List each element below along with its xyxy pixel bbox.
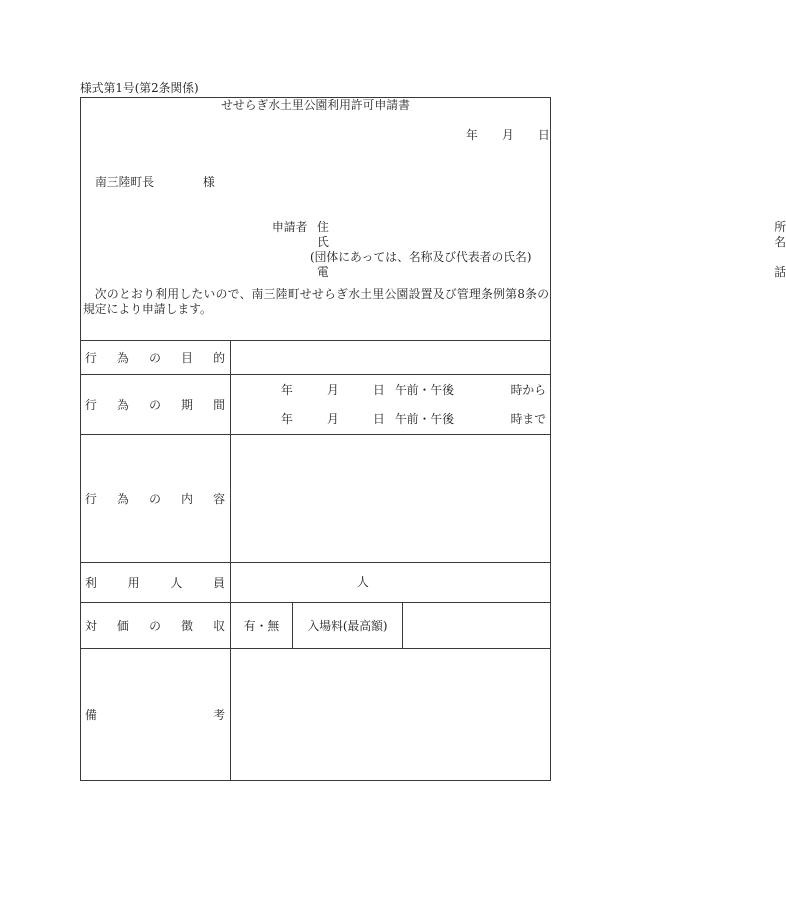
addressee-honorific: 様 <box>203 175 215 189</box>
period-start-day: 日 <box>373 383 385 397</box>
fee-label <box>85 619 225 633</box>
period-end-year: 年 <box>281 412 293 426</box>
period-start-line <box>231 383 550 397</box>
attendees-label-cell <box>81 563 231 602</box>
label-character: 住 <box>317 220 329 234</box>
label-character: 収 <box>213 618 225 633</box>
label-character: 電 <box>317 265 329 279</box>
name-label <box>317 235 786 249</box>
label-character: 容 <box>213 491 225 506</box>
period-start-month: 月 <box>327 383 339 397</box>
table-row-period <box>81 374 550 434</box>
form-number: 様式第1号(第2条関係) <box>80 81 199 95</box>
group-name-note: (団体にあっては、名称及び代表者の氏名) <box>310 250 532 264</box>
period-end-line <box>231 412 550 426</box>
label-character: 名 <box>774 235 786 249</box>
phone-label <box>317 265 786 279</box>
form-frame <box>80 97 786 781</box>
table-row-remarks <box>81 648 550 780</box>
label-character: 所 <box>774 220 786 234</box>
label-character: 行 <box>85 491 97 506</box>
remarks-value-cell <box>231 649 550 780</box>
period-label <box>85 398 225 412</box>
fee-label-cell <box>81 603 231 648</box>
label-character: 為 <box>117 350 129 365</box>
table-row-content <box>81 434 550 562</box>
label-character: 話 <box>774 265 786 279</box>
period-end-month: 月 <box>327 412 339 426</box>
label-character: 員 <box>213 575 225 590</box>
period-value-cell <box>231 375 550 434</box>
remarks-label <box>85 708 225 722</box>
label-character: の <box>149 350 161 365</box>
form-title: せせらぎ水土里公園利用許可申請書 <box>221 98 410 112</box>
addressee-name: 南三陸町長 <box>95 175 154 189</box>
label-character: 目 <box>181 350 193 365</box>
label-character: 徴 <box>181 618 193 633</box>
label-character: 行 <box>85 350 97 365</box>
date-day-label: 日 <box>538 128 550 142</box>
content-label <box>85 492 225 506</box>
period-end-day: 日 <box>373 412 385 426</box>
label-character: 利 <box>85 575 97 590</box>
content-value-cell <box>231 435 550 562</box>
label-character: の <box>149 618 161 633</box>
label-character: 価 <box>117 618 129 633</box>
date-month-label: 月 <box>502 128 514 142</box>
label-character: 考 <box>213 707 225 722</box>
period-end-ampm: 午前・午後 <box>395 412 454 426</box>
remarks-label-cell <box>81 649 231 780</box>
period-start-year: 年 <box>281 383 293 397</box>
label-character: 的 <box>213 350 225 365</box>
label-character: 期 <box>181 397 193 412</box>
label-character: 対 <box>85 618 97 633</box>
label-character: 為 <box>117 491 129 506</box>
table-row-purpose <box>81 340 550 374</box>
label-character: 氏 <box>317 235 329 249</box>
label-character: 間 <box>213 397 225 412</box>
applicant-label: 申請者 <box>272 220 308 234</box>
period-label-cell <box>81 375 231 434</box>
attendees-label <box>85 576 225 590</box>
address-label <box>317 220 786 234</box>
table-row-fee <box>81 602 550 648</box>
fee-amount-value-cell <box>403 603 550 648</box>
label-character: 備 <box>85 707 97 722</box>
purpose-value-cell <box>231 341 550 374</box>
period-start-suffix: 時から <box>510 383 546 397</box>
content-label-cell <box>81 435 231 562</box>
label-character: の <box>149 397 161 412</box>
attendees-value-cell <box>231 563 550 602</box>
period-start-ampm: 午前・午後 <box>395 383 454 397</box>
label-character: 用 <box>127 575 140 590</box>
date-year-label: 年 <box>466 128 478 142</box>
fee-value-cell <box>231 603 550 648</box>
application-statement: 次のとおり利用したいので、南三陸町せせらぎ水土里公園設置及び管理条例第8条の規定により申請します。 <box>83 287 549 316</box>
label-character: の <box>149 491 161 506</box>
attendees-unit: 人 <box>357 575 369 589</box>
label-character: 人 <box>170 575 183 590</box>
label-character: 為 <box>117 397 129 412</box>
fee-options: 有・無 <box>231 603 293 648</box>
period-end-suffix: 時まで <box>510 412 546 426</box>
label-character: 内 <box>181 491 193 506</box>
purpose-label <box>85 351 225 365</box>
fee-amount-label: 入場料(最高額) <box>293 603 403 648</box>
table-row-attendees <box>81 562 550 602</box>
purpose-label-cell <box>81 341 231 374</box>
label-character: 行 <box>85 397 97 412</box>
